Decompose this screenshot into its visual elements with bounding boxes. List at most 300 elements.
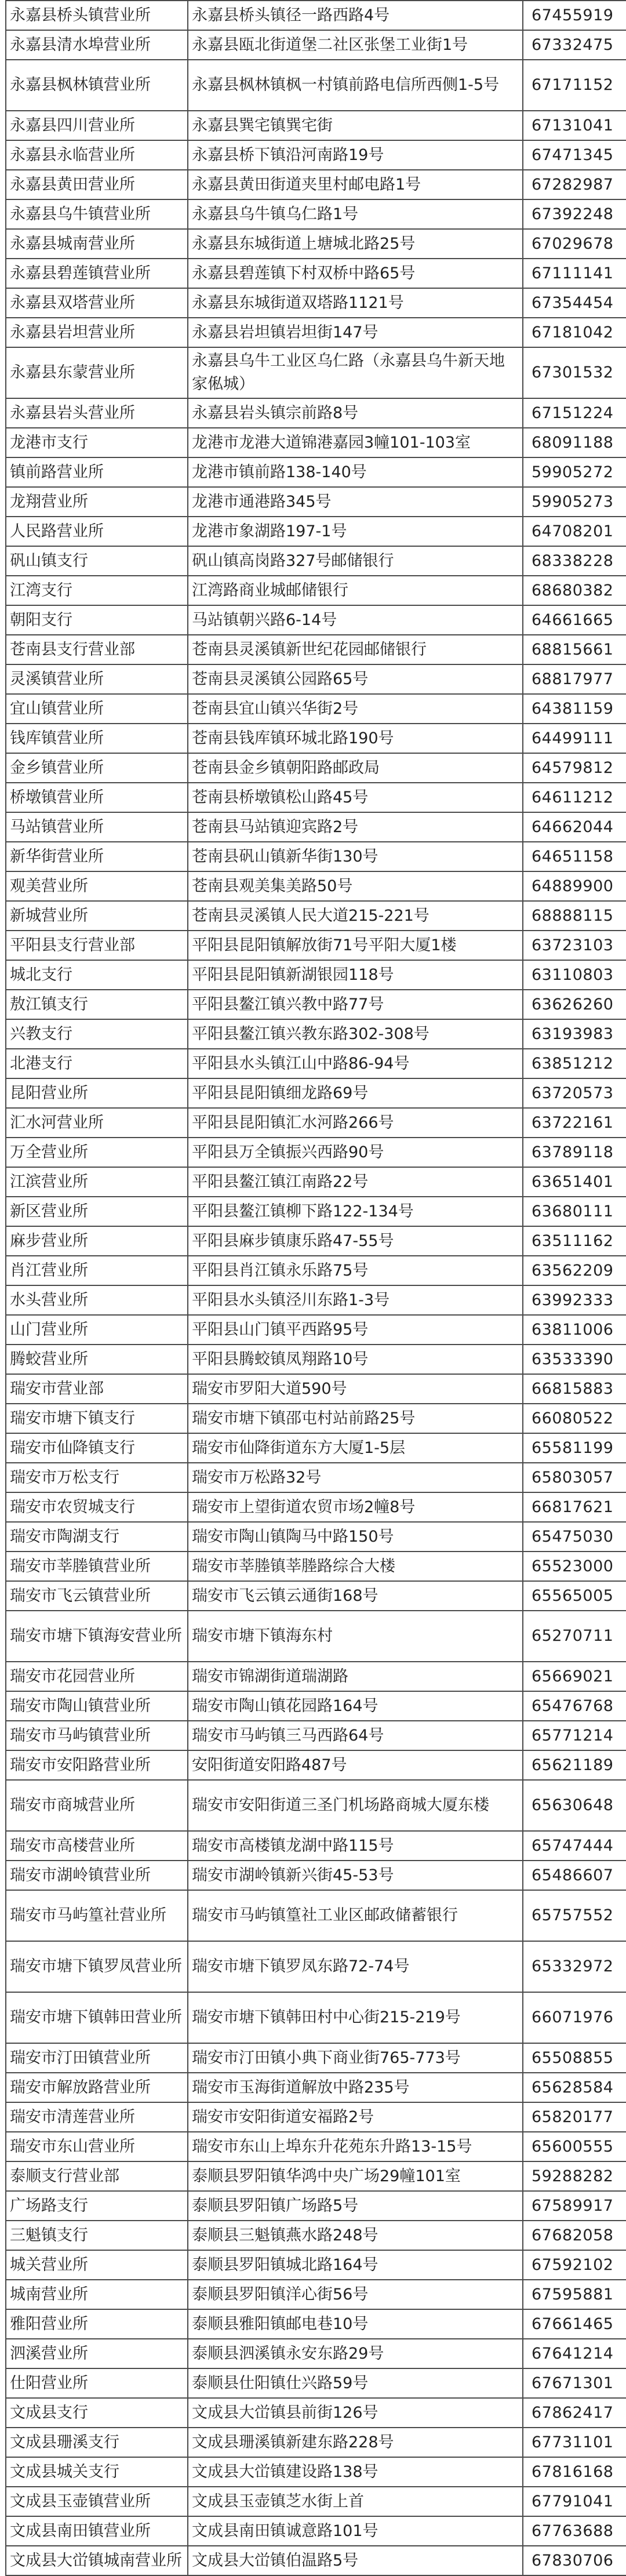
phone-cell: 67595881 (523, 2280, 626, 2309)
phone-cell: 67392248 (523, 199, 626, 229)
table-row (6, 1315, 626, 1345)
address-cell: 文成县珊溪镇新建东路228号 (188, 2428, 523, 2457)
branch-name-cell: 汇水河营业所 (6, 1108, 188, 1138)
phone-cell: 64611212 (523, 783, 626, 812)
address-cell: 平阳县鳌江镇兴教东路302-308号 (188, 1019, 523, 1049)
phone-cell: 65581199 (523, 1433, 626, 1463)
address-cell: 平阳县肖江镇永乐路75号 (188, 1256, 523, 1285)
branch-name-cell: 瑞安市汀田镇营业所 (6, 2043, 188, 2073)
phone-cell: 68888115 (523, 901, 626, 931)
address-cell: 永嘉县东城街道上塘城北路25号 (188, 229, 523, 259)
phone-cell: 63533390 (523, 1345, 626, 1374)
branch-name-cell: 金乡镇营业所 (6, 753, 188, 783)
table-row (6, 635, 626, 664)
phone-cell: 63722161 (523, 1108, 626, 1138)
phone-cell: 68680382 (523, 576, 626, 605)
branch-name-cell: 永嘉县枫林镇营业所 (6, 60, 188, 111)
table-row (6, 288, 626, 318)
table-row (6, 1256, 626, 1285)
phone-cell: 65621189 (523, 1750, 626, 1780)
table-row (6, 1831, 626, 1861)
table-row (6, 1019, 626, 1049)
branch-name-cell: 永嘉县碧莲镇营业所 (6, 259, 188, 288)
branch-name-cell: 瑞安市莘塍镇营业所 (6, 1552, 188, 1581)
branch-name-cell: 瑞安市湖岭镇营业所 (6, 1861, 188, 1890)
branch-name-cell: 平阳县支行营业部 (6, 931, 188, 960)
address-cell: 瑞安市玉海街道解放中路235号 (188, 2073, 523, 2102)
address-cell: 泰顺县三魁镇燕水路248号 (188, 2221, 523, 2250)
phone-cell: 64708201 (523, 517, 626, 546)
address-cell: 瑞安市马屿镇三马西路64号 (188, 1721, 523, 1750)
phone-cell: 64499111 (523, 724, 626, 753)
table-row (6, 60, 626, 111)
branch-name-cell: 瑞安市飞云镇营业所 (6, 1581, 188, 1611)
branch-name-cell: 瑞安市仙降镇支行 (6, 1433, 188, 1463)
table-row (6, 1721, 626, 1750)
address-cell: 平阳县昆阳镇解放街71号平阳大厦1楼 (188, 931, 523, 960)
branch-name-cell: 瑞安市马屿篁社营业所 (6, 1890, 188, 1941)
table-row (6, 1492, 626, 1522)
branch-name-cell: 麻步营业所 (6, 1226, 188, 1256)
address-cell: 泰顺县罗阳镇华鸿中央广场29幢101室 (188, 2161, 523, 2191)
table-row (6, 428, 626, 457)
branch-name-cell: 永嘉县岩坦营业所 (6, 318, 188, 347)
phone-cell: 68817977 (523, 664, 626, 694)
table-row (6, 1890, 626, 1941)
table-row (6, 2073, 626, 2102)
table-row (6, 1861, 626, 1890)
phone-cell: 67592102 (523, 2250, 626, 2280)
address-cell: 瑞安市湖岭镇新兴街45-53号 (188, 1861, 523, 1890)
phone-cell: 63562209 (523, 1256, 626, 1285)
address-cell: 龙港市镇前路138-140号 (188, 457, 523, 487)
address-cell: 马站镇朝兴路6-14号 (188, 605, 523, 635)
table-row (6, 783, 626, 812)
address-cell: 瑞安市塘下镇海东村 (188, 1611, 523, 1662)
phone-cell: 63723103 (523, 931, 626, 960)
table-row (6, 1285, 626, 1315)
address-cell: 泰顺县雅阳镇邮电巷10号 (188, 2309, 523, 2339)
address-cell: 永嘉县岩头镇宗前路8号 (188, 398, 523, 428)
phone-cell: 68815661 (523, 635, 626, 664)
table-row (6, 2280, 626, 2309)
address-cell: 瑞安市马屿镇篁社工业区邮政储蓄银行 (188, 1890, 523, 1941)
phone-cell: 65771214 (523, 1721, 626, 1750)
table-row (6, 517, 626, 546)
branch-name-cell: 龙港市支行 (6, 428, 188, 457)
address-cell: 平阳县山门镇平西路95号 (188, 1315, 523, 1345)
phone-cell: 63992333 (523, 1285, 626, 1315)
table-row (6, 901, 626, 931)
phone-cell: 67111141 (523, 259, 626, 288)
phone-cell: 67181042 (523, 318, 626, 347)
address-cell: 永嘉县瓯北街道堡二社区张堡工业街1号 (188, 30, 523, 60)
phone-cell: 64381159 (523, 694, 626, 724)
branch-name-cell: 瑞安市塘下镇支行 (6, 1404, 188, 1433)
table-row (6, 960, 626, 990)
address-cell: 瑞安市万松路32号 (188, 1463, 523, 1492)
table-row (6, 318, 626, 347)
address-cell: 永嘉县黄田街道夹里村邮电路1号 (188, 170, 523, 199)
address-cell: 龙港市象湖路197-1号 (188, 517, 523, 546)
branch-name-cell: 瑞安市马屿镇营业所 (6, 1721, 188, 1750)
phone-cell: 64579812 (523, 753, 626, 783)
branch-name-cell: 文成县大峃镇城南营业所 (6, 2546, 188, 2575)
address-cell: 瑞安市塘下镇罗凤东路72-74号 (188, 1941, 523, 1992)
branch-name-cell: 文成县玉壶镇营业所 (6, 2487, 188, 2516)
branch-name-cell: 桥墩镇营业所 (6, 783, 188, 812)
phone-cell: 67862417 (523, 2398, 626, 2428)
branch-name-cell: 宜山镇营业所 (6, 694, 188, 724)
branch-name-cell: 永嘉县岩头营业所 (6, 398, 188, 428)
branch-name-cell: 人民路营业所 (6, 517, 188, 546)
address-cell: 永嘉县东城街道双塔路1121号 (188, 288, 523, 318)
branch-name-cell: 万全营业所 (6, 1138, 188, 1167)
branch-name-cell: 瑞安市塘下镇罗凤营业所 (6, 1941, 188, 1992)
table-row (6, 1611, 626, 1662)
table-row (6, 1433, 626, 1463)
address-cell: 瑞安市飞云镇云通街168号 (188, 1581, 523, 1611)
branch-name-cell: 江滨营业所 (6, 1167, 188, 1197)
table-row (6, 2339, 626, 2368)
table-row (6, 2457, 626, 2487)
phone-cell: 66071976 (523, 1992, 626, 2043)
phone-cell: 63626260 (523, 990, 626, 1019)
table-row (6, 229, 626, 259)
phone-cell: 67661465 (523, 2309, 626, 2339)
address-cell: 瑞安市安阳街道三圣门机场路商城大厦东楼 (188, 1780, 523, 1831)
address-cell: 江湾路商业城邮储银行 (188, 576, 523, 605)
table-row (6, 2221, 626, 2250)
address-cell: 平阳县鳌江镇柳下路122-134号 (188, 1197, 523, 1226)
branch-name-cell: 瑞安市万松支行 (6, 1463, 188, 1492)
table-row (6, 111, 626, 140)
address-cell: 平阳县水头镇江山中路86-94号 (188, 1049, 523, 1078)
branch-name-cell: 新城营业所 (6, 901, 188, 931)
address-cell: 泰顺县罗阳镇洋心街56号 (188, 2280, 523, 2309)
table-row (6, 487, 626, 517)
branch-name-cell: 腾蛟营业所 (6, 1345, 188, 1374)
phone-cell: 64662044 (523, 812, 626, 842)
table-row (6, 1197, 626, 1226)
phone-cell: 65508855 (523, 2043, 626, 2073)
branch-name-cell: 兴教支行 (6, 1019, 188, 1049)
branch-name-cell: 瑞安市陶山镇营业所 (6, 1691, 188, 1721)
phone-cell: 64889900 (523, 871, 626, 901)
table-row (6, 2043, 626, 2073)
branch-name-cell: 钱库镇营业所 (6, 724, 188, 753)
address-cell: 永嘉县岩坦镇岩坦街147号 (188, 318, 523, 347)
address-cell: 安阳街道安阳路487号 (188, 1750, 523, 1780)
table-row (6, 1078, 626, 1108)
branch-name-cell: 永嘉县乌牛镇营业所 (6, 199, 188, 229)
branch-name-cell: 瑞安市安阳路营业所 (6, 1750, 188, 1780)
table-row (6, 457, 626, 487)
address-cell: 瑞安市塘下镇韩田村中心街215-219号 (188, 1992, 523, 2043)
table-row (6, 398, 626, 428)
table-row (6, 1662, 626, 1691)
table-row (6, 259, 626, 288)
table-row (6, 2309, 626, 2339)
address-cell: 瑞安市塘下镇邵屯村站前路25号 (188, 1404, 523, 1433)
table-row (6, 812, 626, 842)
branch-name-cell: 泗溪营业所 (6, 2339, 188, 2368)
phone-cell: 67682058 (523, 2221, 626, 2250)
branch-name-cell: 城北支行 (6, 960, 188, 990)
phone-cell: 67763688 (523, 2516, 626, 2546)
phone-cell: 65565005 (523, 1581, 626, 1611)
phone-cell: 67301532 (523, 347, 626, 398)
table-row (6, 2250, 626, 2280)
table-row (6, 2132, 626, 2161)
phone-cell: 64651158 (523, 842, 626, 871)
branch-name-cell: 文成县珊溪支行 (6, 2428, 188, 2457)
table-row (6, 2428, 626, 2457)
branch-name-cell: 泰顺支行营业部 (6, 2161, 188, 2191)
table-row (6, 2368, 626, 2398)
phone-cell: 63193983 (523, 1019, 626, 1049)
address-cell: 平阳县水头镇泾川东路1-3号 (188, 1285, 523, 1315)
branch-table (5, 0, 626, 2576)
branch-name-cell: 瑞安市塘下镇海安营业所 (6, 1611, 188, 1662)
branch-name-cell: 永嘉县东蒙营业所 (6, 347, 188, 398)
branch-name-cell: 雅阳营业所 (6, 2309, 188, 2339)
address-cell: 平阳县万全镇振兴西路90号 (188, 1138, 523, 1167)
phone-cell: 65669021 (523, 1662, 626, 1691)
address-cell: 平阳县麻步镇康乐路47-55号 (188, 1226, 523, 1256)
address-cell: 瑞安市陶山镇花园路164号 (188, 1691, 523, 1721)
address-cell: 平阳县鳌江镇江南路22号 (188, 1167, 523, 1197)
branch-name-cell: 永嘉县黄田营业所 (6, 170, 188, 199)
phone-cell: 59905272 (523, 457, 626, 487)
phone-cell: 63680111 (523, 1197, 626, 1226)
address-cell: 文成县玉壶镇芝水街上首 (188, 2487, 523, 2516)
table-row (6, 753, 626, 783)
branch-name-cell: 三魁镇支行 (6, 2221, 188, 2250)
address-cell: 瑞安市锦湖街道瑞湖路 (188, 1662, 523, 1691)
branch-name-cell: 永嘉县永临营业所 (6, 140, 188, 170)
address-cell: 永嘉县巽宅镇巽宅街 (188, 111, 523, 140)
table-row (6, 664, 626, 694)
phone-cell: 67131041 (523, 111, 626, 140)
address-cell: 苍南县灵溪镇新世纪花园邮储银行 (188, 635, 523, 664)
address-cell: 平阳县鳌江镇兴教中路77号 (188, 990, 523, 1019)
phone-cell: 59288282 (523, 2161, 626, 2191)
table-row (6, 30, 626, 60)
address-cell: 永嘉县桥头镇径一路西路4号 (188, 1, 523, 30)
phone-cell: 67282987 (523, 170, 626, 199)
address-cell: 平阳县昆阳镇细龙路69号 (188, 1078, 523, 1108)
phone-cell: 66817621 (523, 1492, 626, 1522)
branch-name-cell: 江湾支行 (6, 576, 188, 605)
table-row (6, 1750, 626, 1780)
table-row (6, 170, 626, 199)
address-cell: 瑞安市安阳街道安福路2号 (188, 2102, 523, 2132)
address-cell: 文成县大峃镇建设路138号 (188, 2457, 523, 2487)
branch-table-body (6, 1, 626, 2575)
address-cell: 永嘉县乌牛工业区乌仁路（永嘉县乌牛新天地家俬城） (188, 347, 523, 398)
table-row (6, 347, 626, 398)
branch-name-cell: 瑞安市商城营业所 (6, 1780, 188, 1831)
address-cell: 苍南县宜山镇兴华街2号 (188, 694, 523, 724)
address-cell: 平阳县腾蛟镇凤翔路10号 (188, 1345, 523, 1374)
address-cell: 泰顺县罗阳镇广场路5号 (188, 2191, 523, 2221)
phone-cell: 67641214 (523, 2339, 626, 2368)
branch-name-cell: 昆阳营业所 (6, 1078, 188, 1108)
table-row (6, 1404, 626, 1433)
address-cell: 永嘉县桥下镇沿河南路19号 (188, 140, 523, 170)
phone-cell: 63811006 (523, 1315, 626, 1345)
address-cell: 泰顺县仕阳镇仕兴路59号 (188, 2368, 523, 2398)
address-cell: 瑞安市上望街道农贸市场2幢8号 (188, 1492, 523, 1522)
table-row (6, 1463, 626, 1492)
phone-cell: 63651401 (523, 1167, 626, 1197)
address-cell: 苍南县桥墩镇松山路45号 (188, 783, 523, 812)
phone-cell: 67589917 (523, 2191, 626, 2221)
address-cell: 龙港市通港路345号 (188, 487, 523, 517)
table-row (6, 990, 626, 1019)
branch-name-cell: 瑞安市陶湖支行 (6, 1522, 188, 1552)
branch-name-cell: 仕阳营业所 (6, 2368, 188, 2398)
branch-name-cell: 苍南县支行营业部 (6, 635, 188, 664)
phone-cell: 65747444 (523, 1831, 626, 1861)
branch-name-cell: 朝阳支行 (6, 605, 188, 635)
branch-name-cell: 新区营业所 (6, 1197, 188, 1226)
branch-name-cell: 瑞安市营业部 (6, 1374, 188, 1404)
table-row (6, 605, 626, 635)
phone-cell: 63511162 (523, 1226, 626, 1256)
address-cell: 泰顺县罗阳镇城北路164号 (188, 2250, 523, 2280)
address-cell: 瑞安市罗阳大道590号 (188, 1374, 523, 1404)
phone-cell: 67731101 (523, 2428, 626, 2457)
address-cell: 永嘉县乌牛镇乌仁路1号 (188, 199, 523, 229)
phone-cell: 65270711 (523, 1611, 626, 1662)
phone-cell: 67151224 (523, 398, 626, 428)
branch-name-cell: 瑞安市高楼营业所 (6, 1831, 188, 1861)
table-row (6, 1992, 626, 2043)
phone-cell: 64661665 (523, 605, 626, 635)
phone-cell: 63851212 (523, 1049, 626, 1078)
table-row (6, 2487, 626, 2516)
branch-name-cell: 镇前路营业所 (6, 457, 188, 487)
phone-cell: 67332475 (523, 30, 626, 60)
table-row (6, 1226, 626, 1256)
branch-name-cell: 新华街营业所 (6, 842, 188, 871)
address-cell: 瑞安市仙降街道东方大厦1-5层 (188, 1433, 523, 1463)
phone-cell: 67671301 (523, 2368, 626, 2398)
table-row (6, 2102, 626, 2132)
phone-cell: 65803057 (523, 1463, 626, 1492)
table-row (6, 1552, 626, 1581)
branch-name-cell: 广场路支行 (6, 2191, 188, 2221)
table-row (6, 1581, 626, 1611)
address-cell: 文成县大峃镇伯温路5号 (188, 2546, 523, 2575)
phone-cell: 65523000 (523, 1552, 626, 1581)
table-row (6, 199, 626, 229)
branch-name-cell: 永嘉县城南营业所 (6, 229, 188, 259)
branch-name-cell: 山门营业所 (6, 1315, 188, 1345)
table-row (6, 2161, 626, 2191)
address-cell: 永嘉县枫林镇枫一村镇前路电信所西侧1-5号 (188, 60, 523, 111)
address-cell: 苍南县马站镇迎宾路2号 (188, 812, 523, 842)
branch-name-cell: 永嘉县清水埠营业所 (6, 30, 188, 60)
phone-cell: 63720573 (523, 1078, 626, 1108)
address-cell: 瑞安市高楼镇龙湖中路115号 (188, 1831, 523, 1861)
phone-cell: 68091188 (523, 428, 626, 457)
phone-cell: 65600555 (523, 2132, 626, 2161)
table-row (6, 1345, 626, 1374)
table-row (6, 1, 626, 30)
branch-name-cell: 敖江镇支行 (6, 990, 188, 1019)
phone-cell: 66080522 (523, 1404, 626, 1433)
table-row (6, 2546, 626, 2575)
phone-cell: 67816168 (523, 2457, 626, 2487)
phone-cell: 67354454 (523, 288, 626, 318)
branch-name-cell: 瑞安市花园营业所 (6, 1662, 188, 1691)
address-cell: 文成县大峃镇县前街126号 (188, 2398, 523, 2428)
table-row (6, 1049, 626, 1078)
phone-cell: 67455919 (523, 1, 626, 30)
table-row (6, 576, 626, 605)
table-row (6, 694, 626, 724)
address-cell: 矾山镇高岗路327号邮储银行 (188, 546, 523, 576)
table-row (6, 1522, 626, 1552)
phone-cell: 67791041 (523, 2487, 626, 2516)
phone-cell: 65476768 (523, 1691, 626, 1721)
branch-name-cell: 肖江营业所 (6, 1256, 188, 1285)
address-cell: 苍南县灵溪镇人民大道215-221号 (188, 901, 523, 931)
table-row (6, 1138, 626, 1167)
phone-cell: 59905273 (523, 487, 626, 517)
phone-cell: 68338228 (523, 546, 626, 576)
table-row (6, 871, 626, 901)
address-cell: 苍南县观美集美路50号 (188, 871, 523, 901)
address-cell: 瑞安市东山上埠东升花苑东升路13-15号 (188, 2132, 523, 2161)
address-cell: 泰顺县泗溪镇永安东路29号 (188, 2339, 523, 2368)
address-cell: 平阳县昆阳镇汇水河路266号 (188, 1108, 523, 1138)
table-row (6, 2398, 626, 2428)
phone-cell: 63110803 (523, 960, 626, 990)
branch-name-cell: 观美营业所 (6, 871, 188, 901)
table-row (6, 724, 626, 753)
branch-name-cell: 龙翔营业所 (6, 487, 188, 517)
branch-name-cell: 永嘉县四川营业所 (6, 111, 188, 140)
address-cell: 苍南县灵溪镇公园路65号 (188, 664, 523, 694)
branch-name-cell: 瑞安市农贸城支行 (6, 1492, 188, 1522)
branch-name-cell: 城南营业所 (6, 2280, 188, 2309)
address-cell: 瑞安市莘塍镇莘塍路综合大楼 (188, 1552, 523, 1581)
table-row (6, 1374, 626, 1404)
branch-name-cell: 水头营业所 (6, 1285, 188, 1315)
branch-name-cell: 永嘉县桥头镇营业所 (6, 1, 188, 30)
address-cell: 瑞安市陶山镇陶马中路150号 (188, 1522, 523, 1552)
phone-cell: 65820177 (523, 2102, 626, 2132)
phone-cell: 67029678 (523, 229, 626, 259)
phone-cell: 66815883 (523, 1374, 626, 1404)
branch-name-cell: 灵溪镇营业所 (6, 664, 188, 694)
address-cell: 永嘉县碧莲镇下村双桥中路65号 (188, 259, 523, 288)
branch-name-cell: 永嘉县双塔营业所 (6, 288, 188, 318)
branch-name-cell: 城关营业所 (6, 2250, 188, 2280)
address-cell: 苍南县矾山镇新华街130号 (188, 842, 523, 871)
phone-cell: 67171152 (523, 60, 626, 111)
table-row (6, 2516, 626, 2546)
address-cell: 苍南县钱库镇环城北路190号 (188, 724, 523, 753)
table-row (6, 140, 626, 170)
phone-cell: 65630648 (523, 1780, 626, 1831)
phone-cell: 67830706 (523, 2546, 626, 2575)
phone-cell: 65757552 (523, 1890, 626, 1941)
